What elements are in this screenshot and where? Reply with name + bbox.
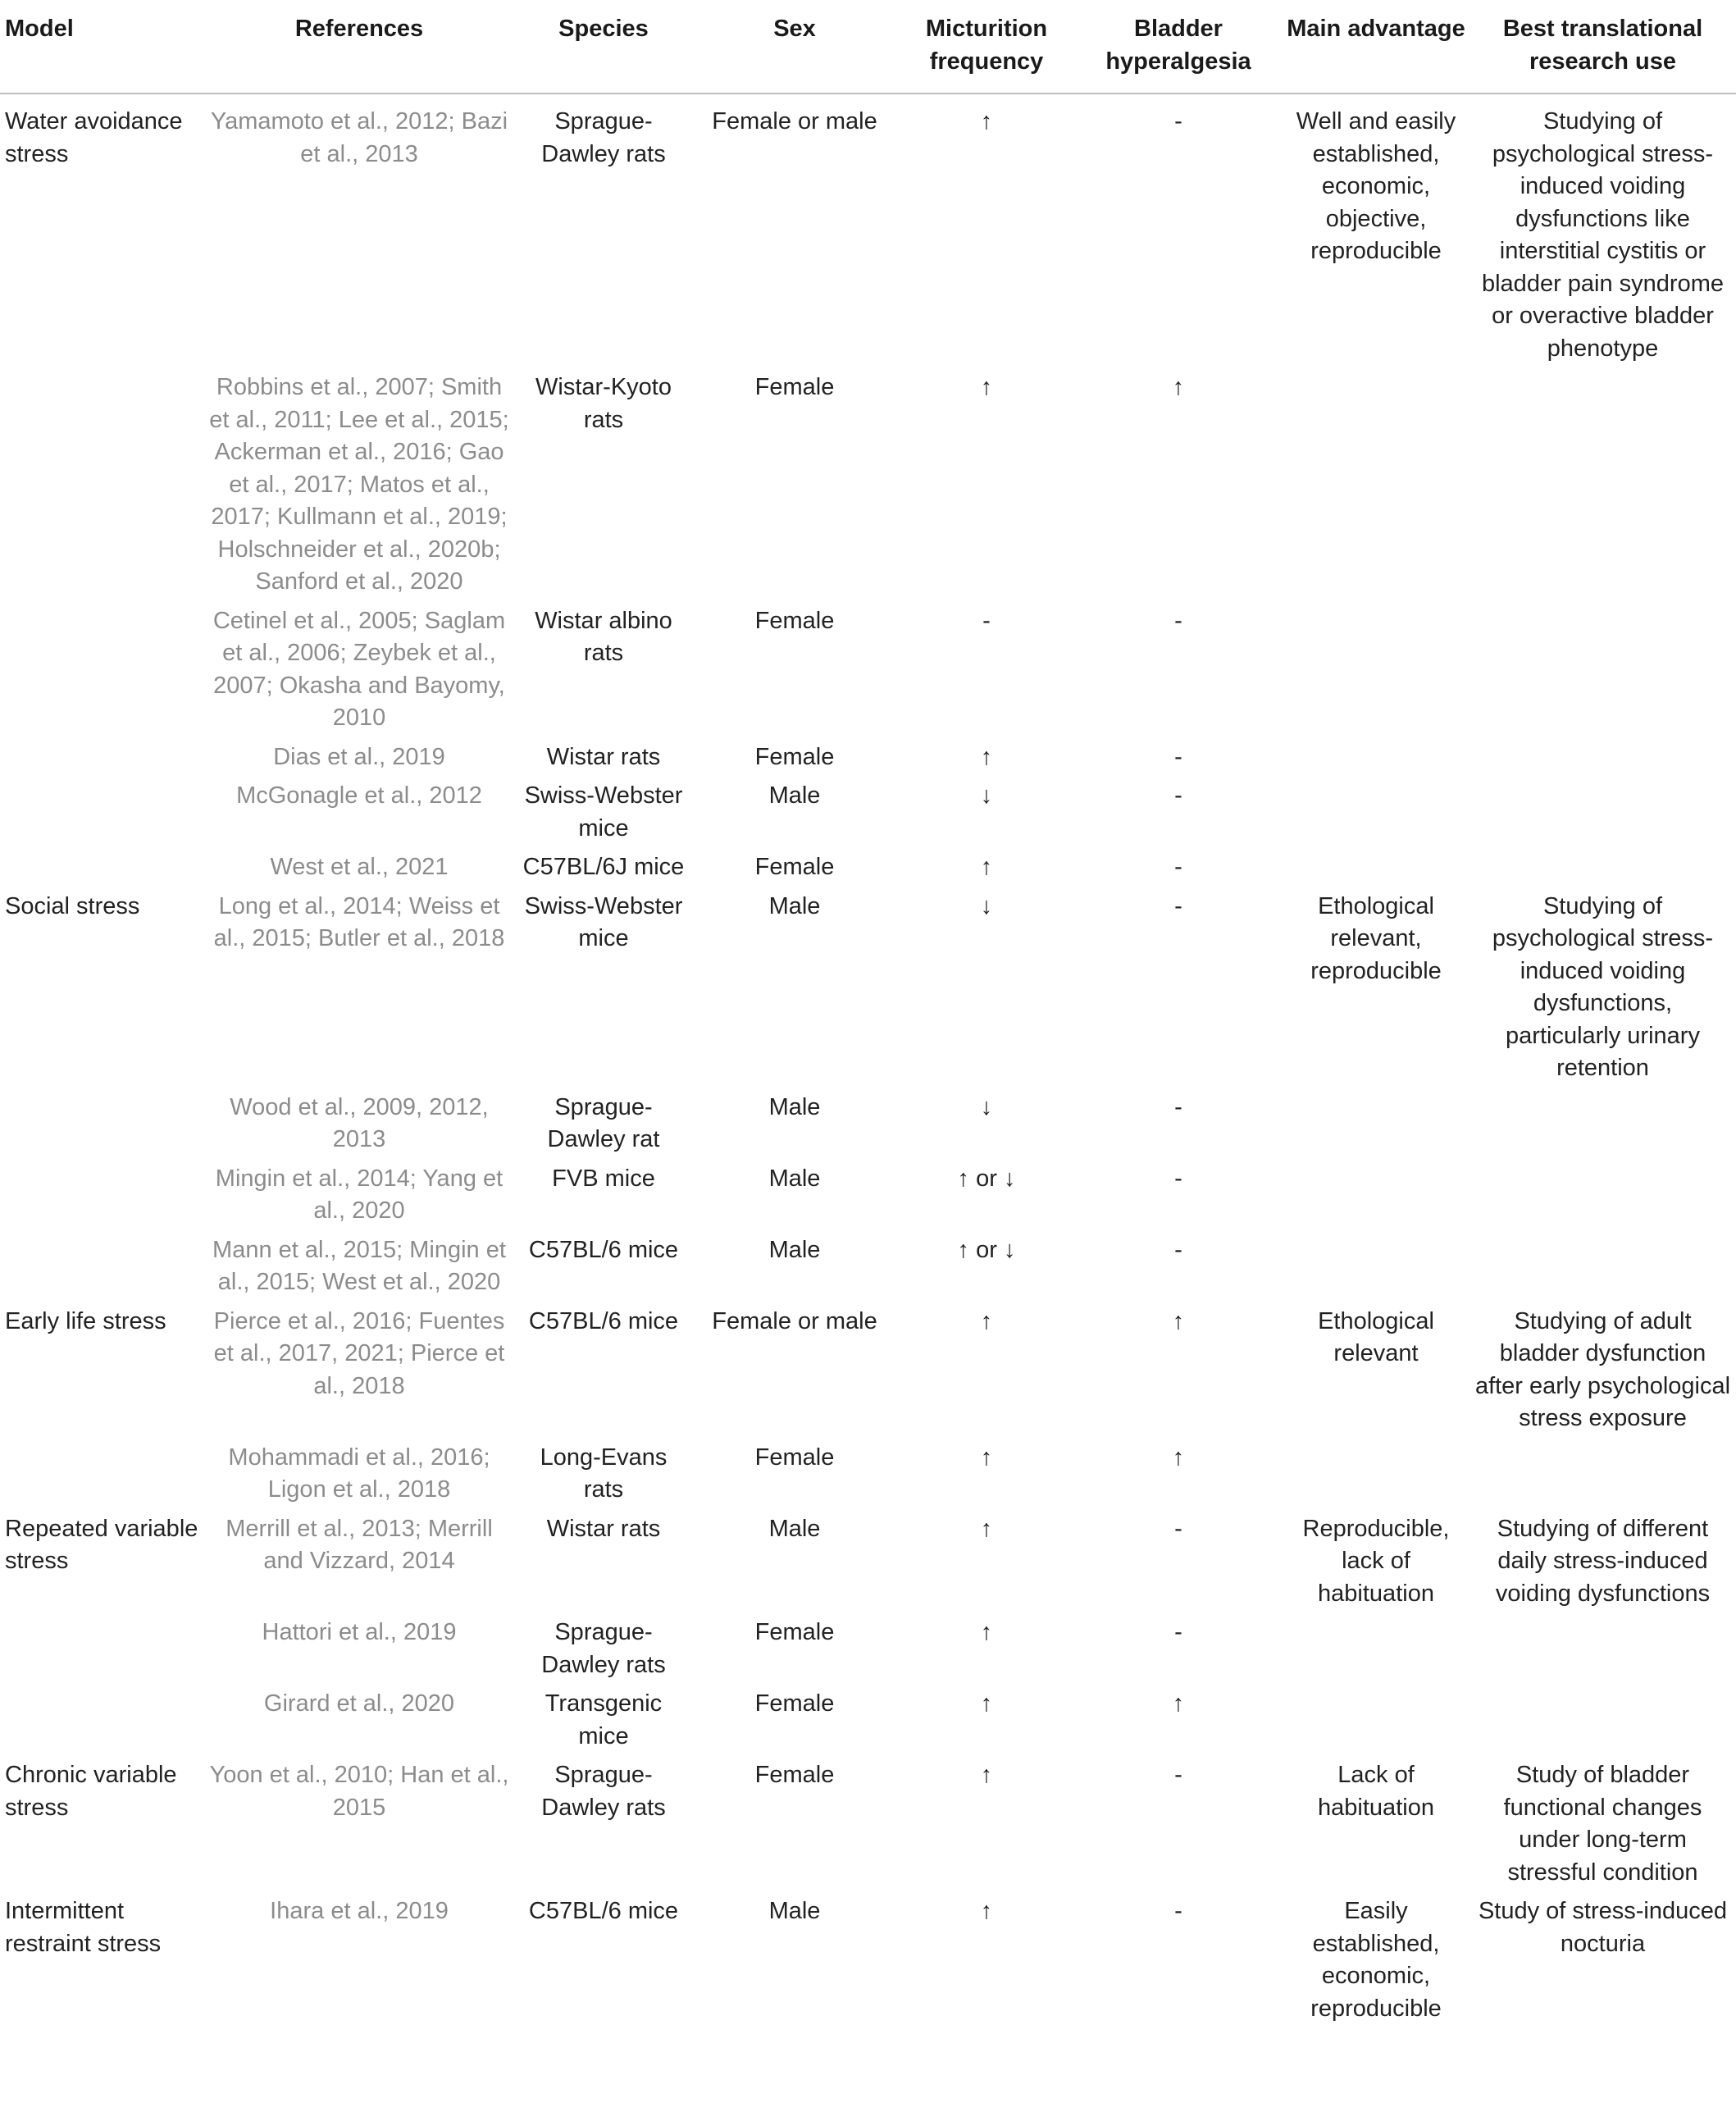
advantage-cell [1283, 1163, 1469, 1234]
species-cell: Swiss-Webster mice [524, 782, 683, 842]
use-cell [1469, 780, 1736, 851]
table-row [0, 1895, 1736, 2025]
use-cell: Studying of adult bladder dysfunction after early psychological stress exposure [1474, 1307, 1731, 1431]
hyperalgesia-cell: - [1174, 1898, 1182, 1924]
table-header [0, 13, 1736, 94]
stress-models-table [0, 13, 1736, 2025]
hyperalgesia-cell: - [1174, 1619, 1182, 1645]
sex-cell: Male [768, 1093, 821, 1120]
references-cell: McGonagle et al., 2012 [236, 782, 482, 809]
table-row [0, 780, 1736, 851]
model-cell [0, 1688, 202, 1759]
use-cell [1469, 741, 1736, 781]
species-cell: Sprague-Dawley rats [541, 1762, 666, 1821]
table-row [0, 1688, 1736, 1759]
use-cell [1469, 1234, 1736, 1306]
species-cell: Transgenic mice [544, 1690, 663, 1749]
micturition-cell: ↑ or ↓ [957, 1165, 1016, 1192]
hyperalgesia-cell: - [1174, 782, 1182, 809]
use-cell [1469, 1442, 1736, 1513]
use-cell: Studying of different daily stress-induced voiding dysfunctions [1495, 1515, 1711, 1607]
sex-cell: Male [768, 1515, 821, 1542]
micturition-cell: ↑ [980, 1690, 993, 1717]
model-cell: Social stress [5, 892, 140, 919]
species-cell: Long-Evans rats [540, 1444, 668, 1503]
use-cell [1469, 1688, 1736, 1759]
references-cell: Robbins et al., 2007; Smith et al., 2011; Lee et al., 2015; Ackerman et al., 2016; Gao et al., 2017; Matos et al., 2017; Kullmann et al., 2019; Holschneider et al., 2020b; Sanford et al., 2020 [209, 374, 509, 595]
sex-cell: Female [754, 1444, 835, 1471]
table-row [0, 1759, 1736, 1895]
species-cell: Wistar rats [546, 743, 661, 770]
references-cell: Yoon et al., 2010; Han et al., 2015 [209, 1762, 509, 1821]
micturition-cell: ↑ [980, 374, 993, 400]
advantage-cell [1283, 851, 1469, 891]
header-bladder-hyperalgesia: Bladder hyperalgesia [1074, 13, 1283, 94]
table-row [0, 605, 1736, 741]
advantage-cell: Easily established, economic, reproducible [1310, 1898, 1442, 2022]
hyperalgesia-cell: - [1174, 1093, 1182, 1120]
micturition-cell: ↑ [980, 1762, 993, 1788]
header-translational-use: Best translational research use [1469, 13, 1736, 94]
species-cell: Sprague-Dawley rat [547, 1093, 660, 1152]
micturition-cell: ↓ [980, 782, 993, 809]
table-row [0, 1234, 1736, 1306]
hyperalgesia-cell: ↑ [1172, 374, 1185, 400]
micturition-cell: ↑ [980, 1619, 993, 1645]
species-cell: C57BL/6 mice [528, 1236, 679, 1263]
references-cell: Mingin et al., 2014; Yang et al., 2020 [215, 1165, 503, 1224]
model-cell [0, 1617, 202, 1688]
species-cell: Wistar rats [546, 1515, 661, 1542]
advantage-cell [1283, 605, 1469, 741]
model-cell [0, 1234, 202, 1306]
use-cell [1469, 1617, 1736, 1688]
references-cell: Yamamoto et al., 2012; Bazi et al., 2013 [210, 108, 508, 167]
micturition-cell: ↑ [980, 1898, 993, 1924]
advantage-cell: Well and easily established, economic, objective, reproducible [1296, 108, 1456, 264]
species-cell: C57BL/6J mice [522, 854, 685, 880]
use-cell [1469, 1163, 1736, 1234]
table-row [0, 851, 1736, 891]
references-cell: Wood et al., 2009, 2012, 2013 [230, 1093, 489, 1152]
references-cell: Cetinel et al., 2005; Saglam et al., 2006; Zeybek et al., 2007; Okasha and Bayomy, 2010 [212, 607, 506, 731]
species-cell: Wistar albino rats [535, 607, 672, 666]
model-cell: Intermittent restraint stress [5, 1898, 162, 1957]
hyperalgesia-cell: - [1174, 743, 1182, 770]
micturition-cell: ↑ [980, 1307, 993, 1334]
header-main-advantage: Main advantage [1283, 13, 1469, 94]
advantage-cell: Ethological relevant [1318, 1307, 1434, 1366]
references-cell: Merrill et al., 2013; Merrill and Vizzard, 2014 [226, 1515, 493, 1574]
table-row [0, 891, 1736, 1092]
use-cell [1469, 605, 1736, 741]
references-cell: Hattori et al., 2019 [262, 1619, 457, 1645]
model-cell [0, 372, 202, 605]
species-cell: C57BL/6 mice [528, 1307, 679, 1334]
references-cell: Long et al., 2014; Weiss et al., 2015; Butler et al., 2018 [213, 892, 505, 951]
model-cell [0, 1163, 202, 1234]
species-cell: Sprague-Dawley rats [541, 1619, 666, 1678]
micturition-cell: ↑ [980, 108, 993, 135]
header-model: Model [0, 13, 202, 94]
micturition-cell: ↑ [980, 1444, 993, 1471]
advantage-cell [1283, 741, 1469, 781]
sex-cell: Male [768, 1898, 821, 1924]
table-row [0, 372, 1736, 605]
use-cell: Studying of psychological stress-induced voiding dysfunctions like interstitial cystitis or bladder pain syndrome or overactive bladder phenotype [1481, 108, 1724, 362]
advantage-cell: Ethological relevant, reproducible [1310, 892, 1442, 984]
model-cell [0, 605, 202, 741]
micturition-cell: ↓ [980, 1093, 993, 1120]
sex-cell: Female [754, 607, 835, 634]
sex-cell: Male [768, 892, 821, 919]
table-row [0, 94, 1736, 372]
advantage-cell [1283, 1688, 1469, 1759]
hyperalgesia-cell: - [1174, 1165, 1182, 1192]
sex-cell: Female [754, 854, 835, 880]
model-cell [0, 780, 202, 851]
hyperalgesia-cell: ↑ [1172, 1690, 1185, 1717]
header-row [0, 13, 1736, 94]
use-cell: Study of bladder functional changes under long-term stressful condition [1503, 1762, 1702, 1886]
hyperalgesia-cell: - [1174, 854, 1182, 880]
table-row [0, 1513, 1736, 1617]
header-sex: Sex [690, 13, 899, 94]
hyperalgesia-cell: - [1174, 1515, 1182, 1542]
species-cell: C57BL/6 mice [528, 1898, 679, 1924]
table-row [0, 1092, 1736, 1163]
advantage-cell [1283, 1234, 1469, 1306]
header-species: Species [517, 13, 690, 94]
header-references: References [202, 13, 517, 94]
advantage-cell [1283, 372, 1469, 605]
sex-cell: Female or male [712, 1307, 877, 1334]
hyperalgesia-cell: - [1174, 1762, 1182, 1788]
use-cell [1469, 851, 1736, 891]
micturition-cell: ↑ or ↓ [957, 1236, 1016, 1263]
header-micturition-frequency: Micturition frequency [899, 13, 1074, 94]
sex-cell: Female or male [712, 108, 877, 135]
model-cell: Chronic variable stress [5, 1762, 177, 1821]
hyperalgesia-cell: - [1174, 607, 1182, 634]
sex-cell: Female [754, 743, 835, 770]
species-cell: Sprague-Dawley rats [541, 108, 666, 167]
sex-cell: Male [768, 1236, 821, 1263]
hyperalgesia-cell: - [1174, 1236, 1182, 1263]
sex-cell: Female [754, 374, 835, 400]
advantage-cell [1283, 1092, 1469, 1163]
advantage-cell [1283, 780, 1469, 851]
advantage-cell: Reproducible, lack of habituation [1302, 1515, 1450, 1607]
model-cell: Water avoidance stress [5, 108, 183, 167]
hyperalgesia-cell: - [1174, 108, 1182, 135]
use-cell: Study of stress-induced nocturia [1478, 1898, 1728, 1957]
micturition-cell: ↑ [980, 1515, 993, 1542]
sex-cell: Female [754, 1619, 835, 1645]
micturition-cell: ↑ [980, 743, 993, 770]
references-cell: Ihara et al., 2019 [270, 1898, 449, 1924]
model-cell [0, 1092, 202, 1163]
use-cell [1469, 1092, 1736, 1163]
model-cell: Early life stress [5, 1307, 166, 1334]
model-cell [0, 851, 202, 891]
advantage-cell: Lack of habituation [1318, 1762, 1434, 1821]
references-cell: Girard et al., 2020 [263, 1690, 455, 1717]
species-cell: FVB mice [552, 1165, 655, 1192]
table-row [0, 1306, 1736, 1442]
model-cell [0, 741, 202, 781]
micturition-cell: ↓ [980, 892, 993, 919]
sex-cell: Male [768, 782, 821, 809]
micturition-cell: ↑ [980, 854, 993, 880]
hyperalgesia-cell: ↑ [1172, 1307, 1185, 1334]
model-cell [0, 1442, 202, 1513]
advantage-cell [1283, 1442, 1469, 1513]
references-cell: Mann et al., 2015; Mingin et al., 2015; West et al., 2020 [212, 1236, 506, 1295]
references-cell: Dias et al., 2019 [273, 743, 445, 770]
references-cell: Mohammadi et al., 2016; Ligon et al., 2018 [228, 1444, 490, 1503]
sex-cell: Female [754, 1762, 835, 1788]
sex-cell: Female [754, 1690, 835, 1717]
references-cell: West et al., 2021 [270, 854, 449, 880]
use-cell: Studying of psychological stress-induced voiding dysfunctions, particularly urinary retention [1492, 892, 1714, 1081]
table-row [0, 1163, 1736, 1234]
species-cell: Swiss-Webster mice [524, 892, 683, 951]
micturition-cell: - [982, 607, 991, 634]
hyperalgesia-cell: - [1174, 892, 1182, 919]
species-cell: Wistar-Kyoto rats [535, 374, 672, 433]
hyperalgesia-cell: ↑ [1172, 1444, 1185, 1471]
table-row [0, 1617, 1736, 1688]
table-row [0, 1442, 1736, 1513]
table-body [0, 94, 1736, 2025]
sex-cell: Male [768, 1165, 821, 1192]
references-cell: Pierce et al., 2016; Fuentes et al., 2017, 2021; Pierce et al., 2018 [213, 1307, 505, 1399]
use-cell [1469, 372, 1736, 605]
table-row [0, 741, 1736, 781]
advantage-cell [1283, 1617, 1469, 1688]
model-cell: Repeated variable stress [5, 1515, 198, 1574]
